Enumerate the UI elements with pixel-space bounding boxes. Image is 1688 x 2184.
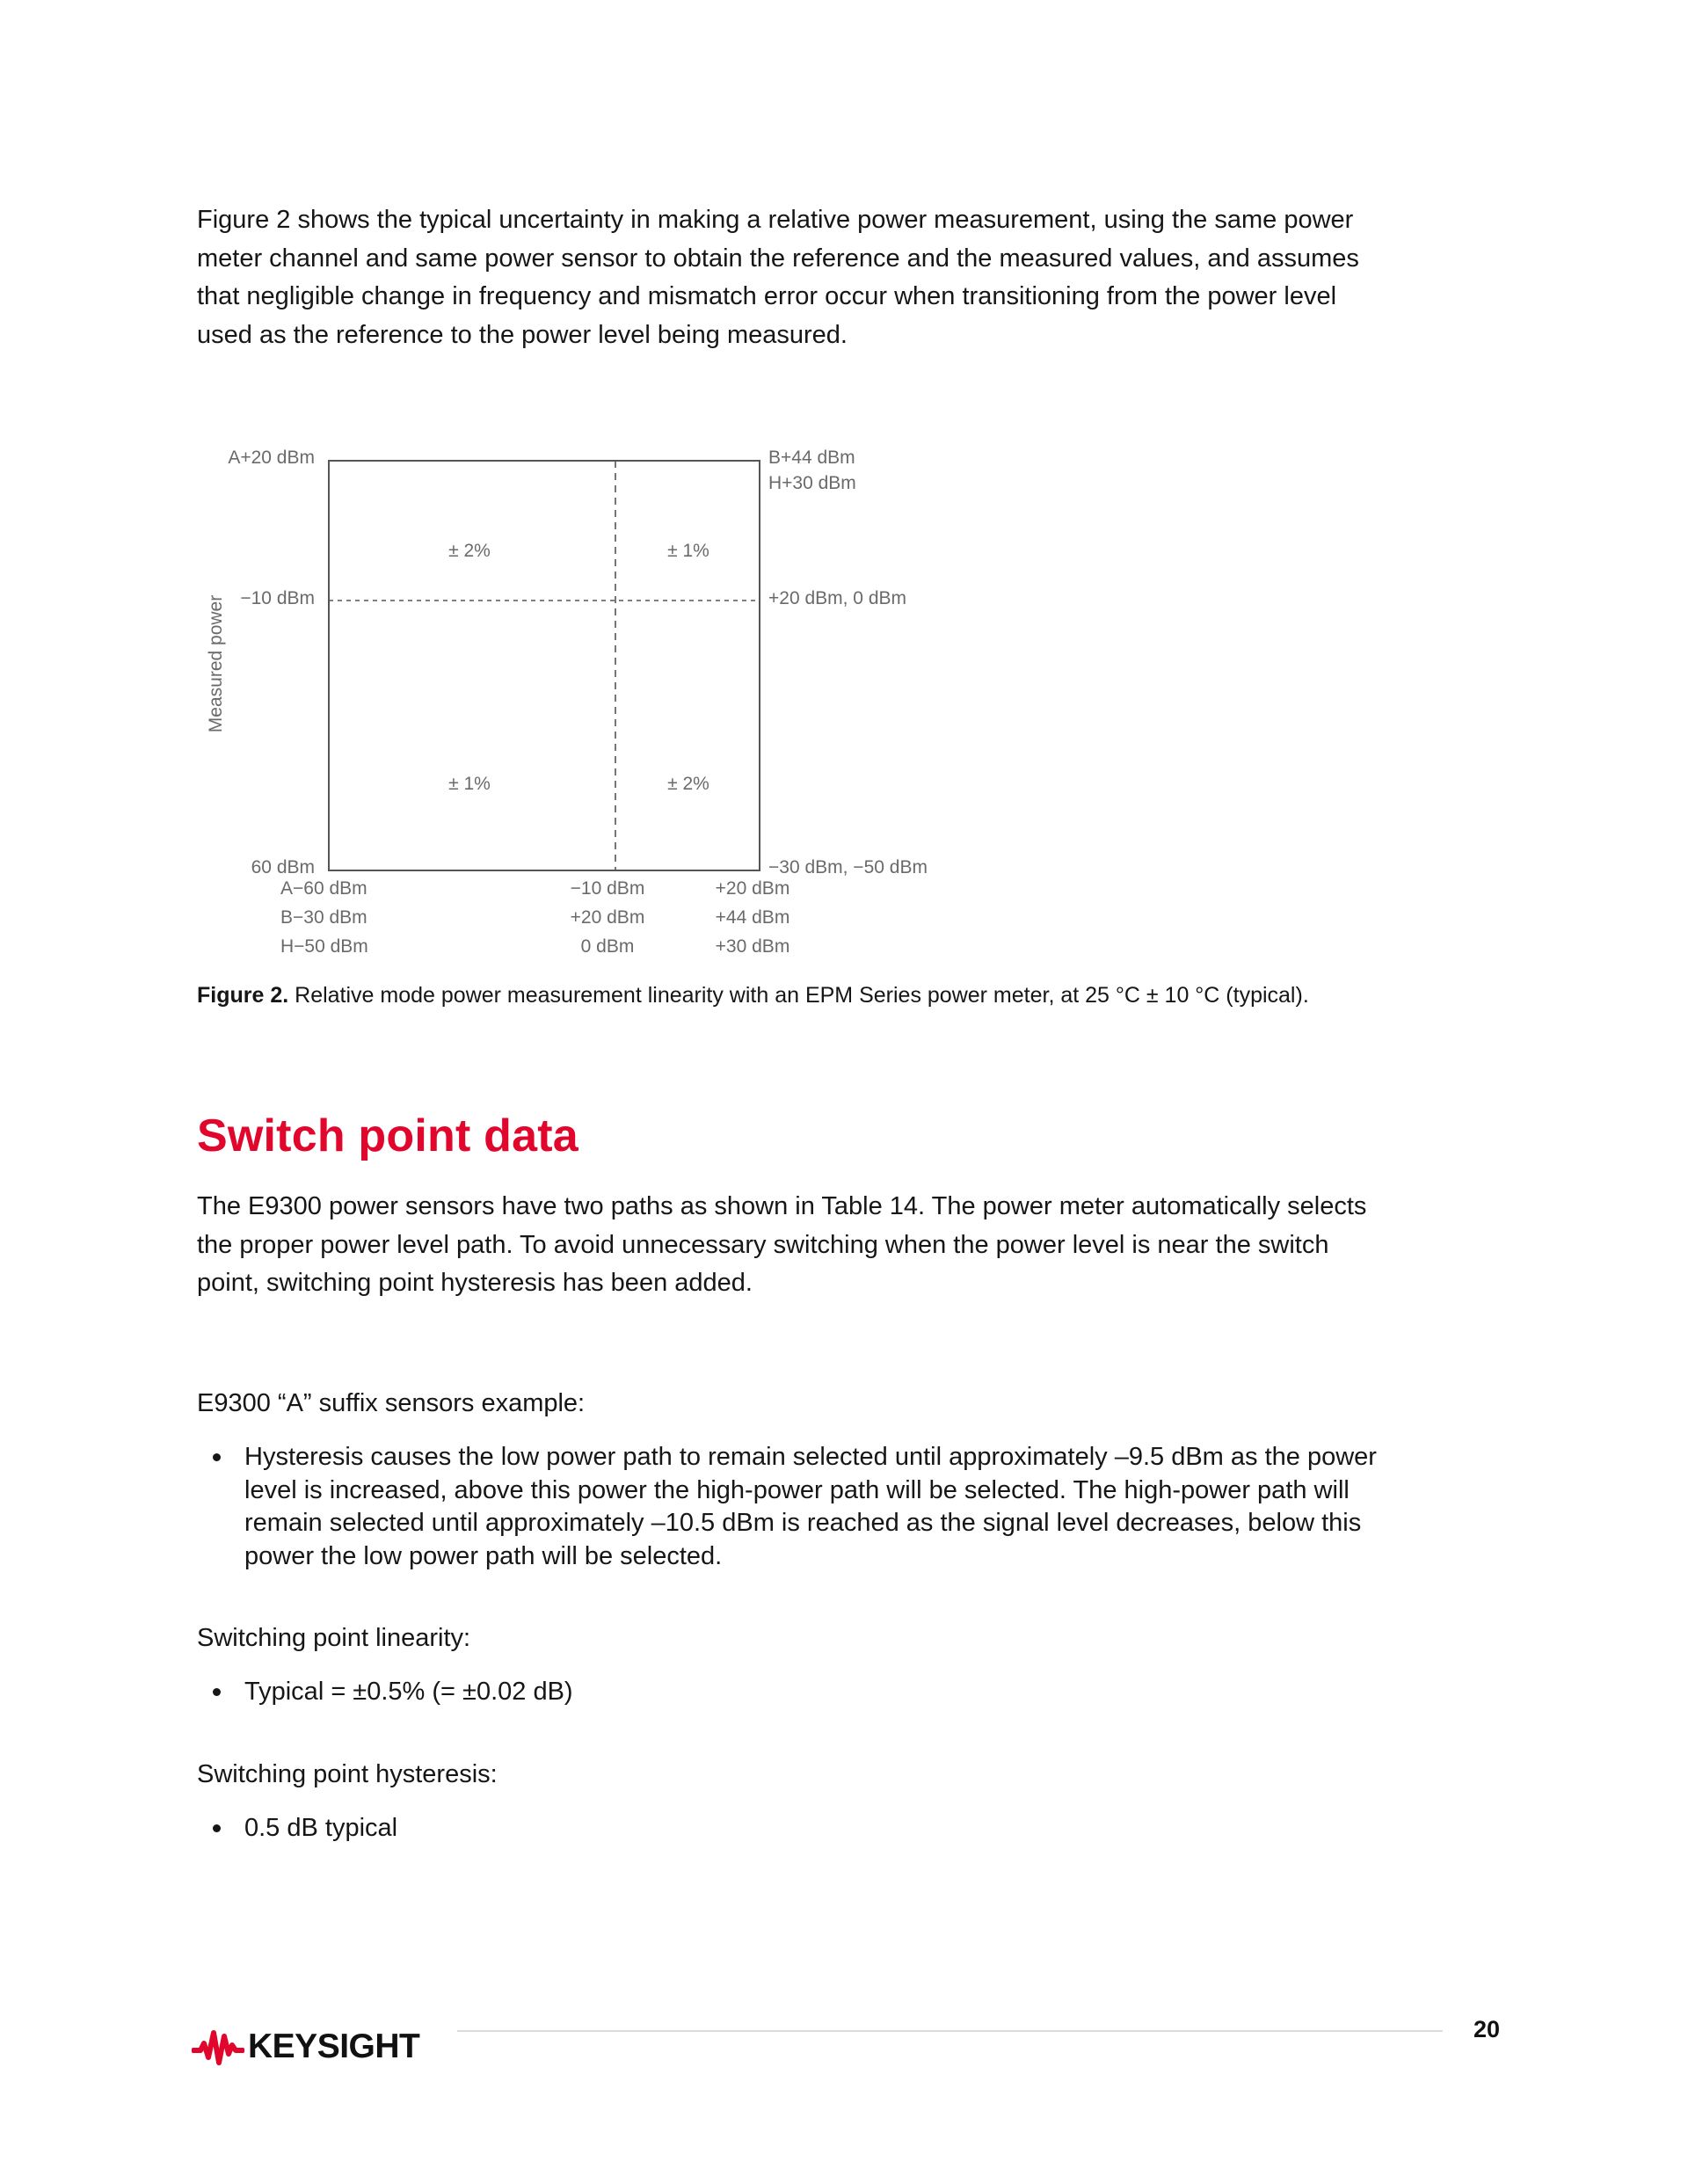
keysight-wave-icon bbox=[192, 2027, 244, 2066]
bottom-label-left-2: B−30 dBm bbox=[280, 907, 367, 928]
region-label-top-right: ± 1% bbox=[667, 541, 709, 561]
bullet-line: Typical = ±0.5% (= ±0.02 dB) bbox=[244, 1678, 573, 1706]
linearity-bullet-item bbox=[197, 1676, 1498, 1709]
region-label-bottom-right: ± 2% bbox=[667, 774, 709, 794]
bottom-label-right-2: +44 dBm bbox=[715, 907, 790, 928]
bullet-icon bbox=[213, 1453, 221, 1461]
bullet-icon bbox=[213, 1824, 221, 1832]
example-bullet-item bbox=[197, 1441, 1498, 1574]
hysteresis-label: Switching point hysteresis: bbox=[197, 1760, 498, 1788]
right-label-middle: +20 dBm, 0 dBm bbox=[768, 588, 906, 608]
left-label-top: A+20 dBm bbox=[228, 448, 315, 468]
hysteresis-bullet-list bbox=[197, 1812, 1498, 1845]
bottom-label-middle-2: +20 dBm bbox=[570, 907, 645, 928]
section-heading: Switch point data bbox=[197, 1110, 578, 1161]
linearity-figure bbox=[0, 0, 1688, 976]
figure-caption-text: Relative mode power measurement linearity with an EPM Series power meter, at 25 °C ± 10 °C (typical). bbox=[288, 983, 1309, 1008]
region-label-top-left: ± 2% bbox=[448, 541, 491, 561]
right-label-top-2: H+30 dBm bbox=[768, 473, 856, 493]
hysteresis-bullet-item bbox=[197, 1812, 1498, 1845]
bottom-label-left-3: H−50 dBm bbox=[280, 936, 368, 957]
chart-frame bbox=[329, 461, 760, 870]
bottom-label-right-3: +30 dBm bbox=[715, 936, 790, 957]
example-bullet-list bbox=[197, 1441, 1498, 1574]
intro-line: meter channel and same power sensor to obtain the reference and the measured values, and assumes bbox=[197, 244, 1359, 273]
intro-line: used as the reference to the power level being measured. bbox=[197, 320, 848, 349]
bottom-label-right-1: +20 dBm bbox=[715, 878, 790, 899]
bottom-label-middle-3: 0 dBm bbox=[580, 936, 635, 957]
region-label-bottom-left: ± 1% bbox=[448, 774, 491, 794]
bottom-label-left-1: A−60 dBm bbox=[280, 878, 367, 899]
example-label: E9300 “A” suffix sensors example: bbox=[197, 1389, 586, 1417]
bullet-line: Hysteresis causes the low power path to remain selected until approximately –9.5 dBm as the power bbox=[244, 1443, 1377, 1471]
section-paragraph bbox=[197, 1188, 1498, 1303]
left-label-bottom: 60 dBm bbox=[251, 857, 315, 877]
intro-line: Figure 2 shows the typical uncertainty in making a relative power measurement, using the same power bbox=[197, 206, 1354, 234]
bullet-line: remain selected until approximately –10.5 dBm is reached as the signal level decreases, below this bbox=[244, 1509, 1362, 1538]
right-label-bottom: −30 dBm, −50 dBm bbox=[768, 857, 928, 877]
section-paragraph-line: point, switching point hysteresis has been added. bbox=[197, 1269, 753, 1298]
intro-line: that negligible change in frequency and mismatch error occur when transitioning from the power level bbox=[197, 282, 1337, 311]
keysight-wordmark: KEYSIGHT bbox=[248, 2027, 420, 2065]
y-axis-label: Measured power bbox=[206, 594, 226, 733]
bullet-line: level is increased, above this power the high-power path will be selected. The high-power path will bbox=[244, 1475, 1350, 1504]
left-label-middle: −10 dBm bbox=[240, 588, 315, 608]
bullet-line: 0.5 dB typical bbox=[244, 1814, 398, 1842]
keysight-logo bbox=[192, 2022, 419, 2071]
figure-caption bbox=[197, 983, 1309, 1008]
section-paragraph-line: the proper power level path. To avoid unnecessary switching when the power level is near the switch bbox=[197, 1230, 1329, 1259]
bullet-icon bbox=[213, 1688, 221, 1696]
bottom-label-middle-1: −10 dBm bbox=[570, 878, 645, 899]
right-label-top-1: B+44 dBm bbox=[768, 448, 855, 468]
footer-divider bbox=[457, 2030, 1443, 2032]
figure-caption-label: Figure 2. bbox=[197, 983, 289, 1008]
linearity-label: Switching point linearity: bbox=[197, 1624, 471, 1652]
bullet-line: power the low power path will be selected. bbox=[244, 1542, 723, 1571]
page-number: 20 bbox=[1473, 2016, 1501, 2042]
section-paragraph-line: The E9300 power sensors have two paths as shown in Table 14. The power meter automatically selects bbox=[197, 1192, 1367, 1220]
linearity-bullet-list bbox=[197, 1676, 1498, 1709]
